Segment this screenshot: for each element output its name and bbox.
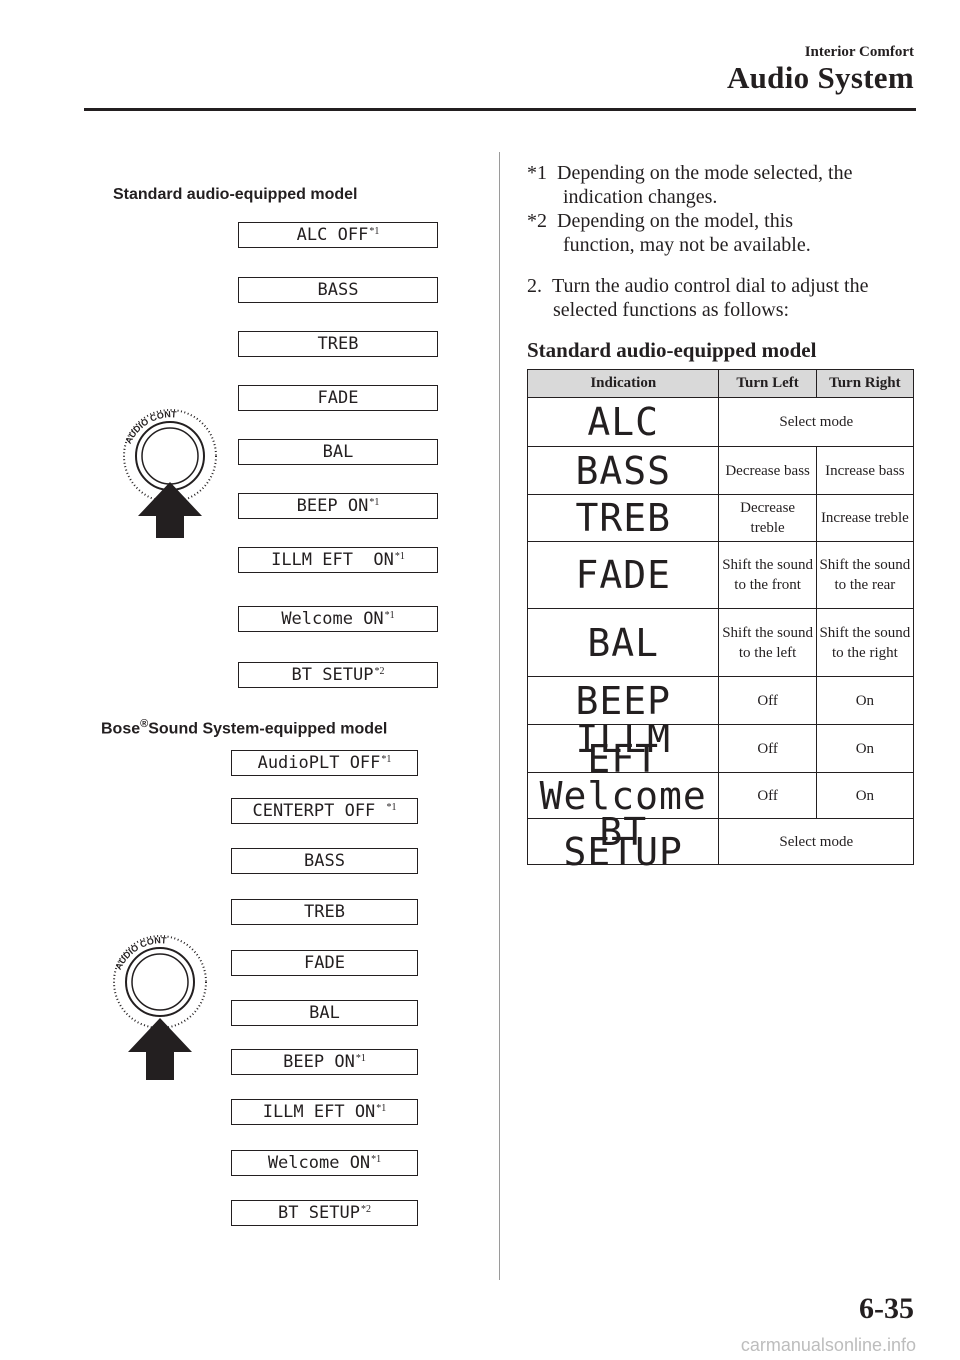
display-item <box>238 222 438 248</box>
display-item <box>231 848 418 874</box>
display-text: BASS <box>317 280 359 300</box>
display-item <box>231 1000 418 1026</box>
display-text: BEEP ON <box>296 496 369 516</box>
indication-cell: BAL <box>528 609 719 677</box>
footnote-mark: *2 <box>360 1203 371 1215</box>
column-divider <box>499 152 500 1280</box>
page-title: Audio System <box>726 60 914 95</box>
footnote-mark: *1 <box>355 1052 366 1064</box>
display-text: ILLM EFT ON <box>271 550 394 570</box>
table-header-row <box>528 370 914 398</box>
dial-label: AUDIO CONT <box>123 409 177 446</box>
display-text: ALC OFF <box>296 225 369 245</box>
display-item <box>231 1049 418 1075</box>
indication-cell: ALC <box>528 398 719 447</box>
display-item <box>238 493 438 519</box>
header-turn-right: Turn Right <box>816 370 913 398</box>
turn-right-cell: Increase treble <box>816 495 913 542</box>
display-item <box>238 385 438 411</box>
display-item <box>231 899 418 925</box>
display-item <box>238 277 438 303</box>
action-cell: Select mode <box>719 398 914 447</box>
footnote-1: *1 Depending on the mode selected, the indication changes. <box>527 162 853 208</box>
footnote-mark: *2 <box>374 665 385 677</box>
standard-model-heading: Standard audio-equipped model <box>113 186 358 203</box>
turn-right-cell: On <box>816 725 913 773</box>
turn-left-cell: Shift the sound to the front <box>719 542 816 609</box>
display-item <box>231 1099 418 1125</box>
header-rule <box>84 108 916 111</box>
display-item <box>238 331 438 357</box>
action-cell: Select mode <box>719 819 914 865</box>
display-item <box>238 662 438 688</box>
watermark: carmanualsonline.info <box>740 1335 916 1355</box>
header-turn-left: Turn Left <box>719 370 816 398</box>
display-text: FADE <box>317 388 359 408</box>
display-text: BAL <box>322 442 354 462</box>
display-text: BAL <box>309 1003 340 1023</box>
bose-audio-control-dial-icon <box>104 930 216 1090</box>
table-row <box>528 542 914 609</box>
footnote-2: *2 Depending on the model, this function, may not be available. <box>527 210 811 256</box>
indication-cell: BT SETUP <box>528 819 719 865</box>
turn-left-cell: Decrease treble <box>719 495 816 542</box>
table-row <box>528 819 914 865</box>
section-label: Interior Comfort <box>804 44 914 60</box>
bose-model-heading: Bose®Sound System-equipped model <box>101 718 388 738</box>
table-row <box>528 609 914 677</box>
indication-cell: FADE <box>528 542 719 609</box>
turn-left-cell: Off <box>719 725 816 773</box>
display-text: BEEP ON <box>283 1052 355 1072</box>
footnote-mark: *1 <box>369 496 380 508</box>
turn-right-cell: On <box>816 677 913 725</box>
footnote-mark: *1 <box>381 753 392 765</box>
header-indication: Indication <box>528 370 719 398</box>
display-text: Welcome ON <box>267 1153 371 1173</box>
table-row <box>528 398 914 447</box>
indication-cell: ILLM EFT <box>528 725 719 773</box>
display-item <box>231 750 418 776</box>
display-item <box>238 439 438 465</box>
display-text: BASS <box>304 851 345 871</box>
display-text: TREB <box>317 334 359 354</box>
indication-cell: TREB <box>528 495 719 542</box>
turn-right-cell: On <box>816 773 913 819</box>
turn-left-cell: Off <box>719 677 816 725</box>
indication-cell: BASS <box>528 447 719 495</box>
turn-right-cell: Shift the sound to the right <box>816 609 913 677</box>
dial-label: AUDIO CONT <box>113 935 167 972</box>
turn-left-cell: Off <box>719 773 816 819</box>
footnote-mark: *1 <box>369 225 380 237</box>
audio-control-dial-icon <box>114 404 226 552</box>
display-item <box>231 950 418 976</box>
display-text: BT SETUP <box>278 1203 360 1223</box>
table-row <box>528 447 914 495</box>
display-text: TREB <box>304 902 345 922</box>
indication-cell: BEEP <box>528 677 719 725</box>
footnote-mark: *1 <box>394 550 405 562</box>
page-number: 6-35 <box>859 1292 914 1325</box>
footnote-mark: *1 <box>384 609 395 621</box>
step-2: 2. Turn the audio control dial to adjust the selected functions as follows: <box>527 275 869 321</box>
footnote-mark: *1 <box>376 1102 387 1114</box>
display-text: CENTERPT OFF <box>252 801 386 821</box>
turn-left-cell: Decrease bass <box>719 447 816 495</box>
footnote-mark: *1 <box>371 1153 382 1165</box>
indication-table <box>527 369 914 874</box>
display-text: FADE <box>304 953 345 973</box>
display-item <box>231 1200 418 1226</box>
display-text: ILLM EFT ON <box>262 1102 376 1122</box>
display-text: AudioPLT OFF <box>257 753 381 773</box>
display-text: Welcome ON <box>281 609 384 629</box>
display-item <box>231 1150 418 1176</box>
table-row <box>528 773 914 819</box>
display-text: BT SETUP <box>291 665 374 685</box>
table-heading: Standard audio-equipped model <box>527 338 817 362</box>
display-item <box>231 798 418 824</box>
table-row <box>528 495 914 542</box>
display-item <box>238 547 438 573</box>
display-item <box>238 606 438 632</box>
table-row <box>528 725 914 773</box>
turn-left-cell: Shift the sound to the left <box>719 609 816 677</box>
footnote-mark: *1 <box>386 801 397 813</box>
turn-right-cell: Shift the sound to the rear <box>816 542 913 609</box>
indication-cell: Welcome <box>528 773 719 819</box>
turn-right-cell: Increase bass <box>816 447 913 495</box>
